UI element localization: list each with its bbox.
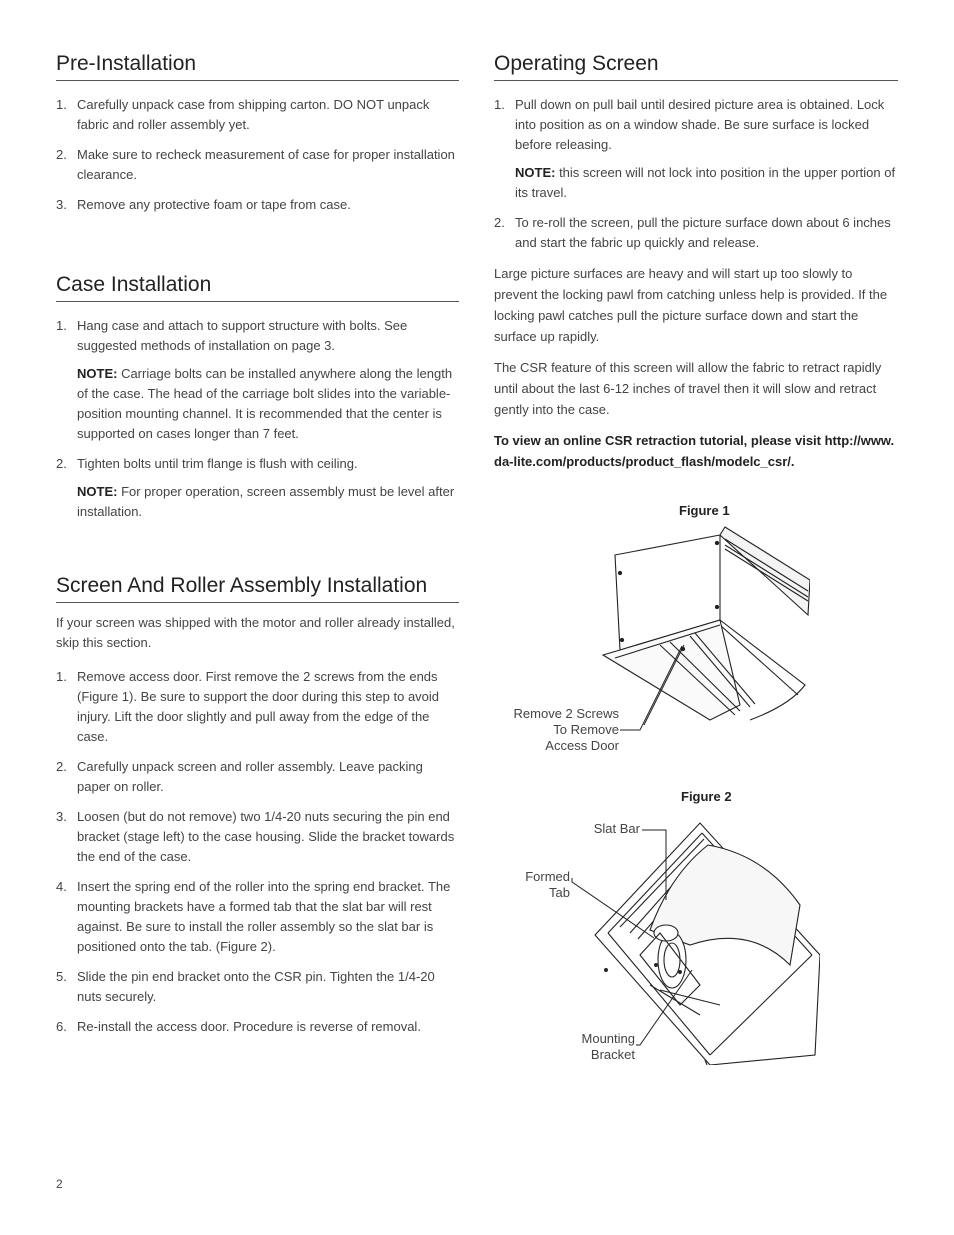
page-number: 2	[56, 1177, 63, 1191]
figure2-mounting-bracket-label: Mounting Bracket	[581, 1031, 635, 1062]
note: NOTE: this screen will not lock into position in the upper portion of its travel.	[515, 165, 896, 200]
left-column	[56, 50, 459, 1071]
tutorial-link-text[interactable]: To view an online CSR retraction tutorial, please visit http://www.da-lite.com/products/product_flash/modelc_csr/.	[494, 433, 895, 469]
case-installation-section	[56, 271, 459, 522]
list-item: 2. Carefully unpack screen and roller assembly. Leave packing paper on roller.	[56, 759, 423, 794]
operating-screen-heading: Operating Screen	[494, 50, 898, 81]
paragraph: Large picture surfaces are heavy and will start up too slowly to prevent the locking pawl from catching unless help is provided. If the locking pawl catches pull the picture surface down and start the surface up rapidly.	[494, 266, 888, 344]
list-item: 2. Tighten bolts until trim flange is flush with ceiling. NOTE: For proper operation, screen assembly must be level after installation.	[56, 454, 459, 522]
list-item: 5. Slide the pin end bracket onto the CSR pin. Tighten the 1/4-20 nuts securely.	[56, 969, 435, 1004]
figure1-callout: Remove 2 Screws To Remove Access Door	[513, 706, 619, 753]
list-item: 1. Pull down on pull bail until desired picture area is obtained. Lock into position as on a window shade. Be sure surface is locked before releasing. NOTE: this screen will not lock into position in the upper portion of its travel.	[494, 95, 898, 203]
operating-screen-section	[494, 50, 898, 472]
list-item: 6. Re-install the access door. Procedure is reverse of removal.	[56, 1019, 421, 1034]
pre-installation-section	[56, 50, 459, 215]
right-column	[494, 50, 898, 506]
screen-roller-list	[56, 667, 459, 1037]
figure2-slat-bar-label: Slat Bar	[593, 821, 640, 836]
screen-roller-heading: Screen And Roller Assembly Installation	[56, 572, 459, 603]
figure1-title: Figure 1	[679, 503, 730, 518]
pre-installation-list	[56, 95, 459, 215]
list-item: 3. Loosen (but do not remove) two 1/4-20 nuts securing the pin end bracket (stage left) to the case housing. Slide the bracket towards the end of the case.	[56, 809, 455, 864]
note: NOTE: Carriage bolts can be installed anywhere along the length of the case. The head of the carriage bolt slides into the variable-position mounting channel. It is recommended that the center is supported on cases longer than 7 feet.	[77, 366, 453, 441]
screen-roller-section	[56, 572, 459, 1037]
list-item: 1. Remove access door. First remove the 2 screws from the ends (Figure 1). Be sure to support the door during this step to avoid injury. Lift the door slightly and pull away from the edge of the case.	[56, 669, 440, 744]
case-installation-list	[56, 316, 459, 522]
case-installation-heading: Case Installation	[56, 271, 459, 302]
figure1-leader-line	[620, 640, 690, 750]
note: NOTE: For proper operation, screen assembly must be level after installation.	[77, 484, 455, 519]
list-item: 3. Remove any protective foam or tape from case.	[56, 197, 351, 212]
list-item: 4. Insert the spring end of the roller into the spring end bracket. The mounting brackets have a formed tab that the slat bar will rest against. Be sure to install the roller assembly so the slat bar is positioned onto the tab. (Figure 2).	[56, 879, 451, 954]
list-item: 1. Hang case and attach to support structure with bolts. See suggested methods of installation on page 3. NOTE: Carriage bolts can be installed anywhere along the length of the case. The head of the carriage bolt slides into the variable-position mounting channel. It is recommended that the center is supported on cases longer than 7 feet.	[56, 316, 459, 444]
figure2-formed-tab-label: Formed Tab	[525, 869, 570, 900]
figure2-title: Figure 2	[681, 789, 732, 804]
list-item: 1. Carefully unpack case from shipping carton. DO NOT unpack fabric and roller assembly yet.	[56, 97, 430, 132]
paragraph: The CSR feature of this screen will allow the fabric to retract rapidly until about the last 6-12 inches of travel then it will slow and retract gently into the case.	[494, 360, 882, 417]
list-item: 2. Make sure to recheck measurement of case for proper installation clearance.	[56, 147, 455, 182]
figure2-leader-lines	[570, 820, 710, 1050]
operating-screen-list	[494, 95, 898, 253]
intro-paragraph: If your screen was shipped with the motor and roller already installed, skip this section.	[56, 615, 455, 650]
pre-installation-heading: Pre-Installation	[56, 50, 459, 81]
list-item: 2. To re-roll the screen, pull the picture surface down about 6 inches and start the fabric up quickly and release.	[494, 215, 891, 250]
